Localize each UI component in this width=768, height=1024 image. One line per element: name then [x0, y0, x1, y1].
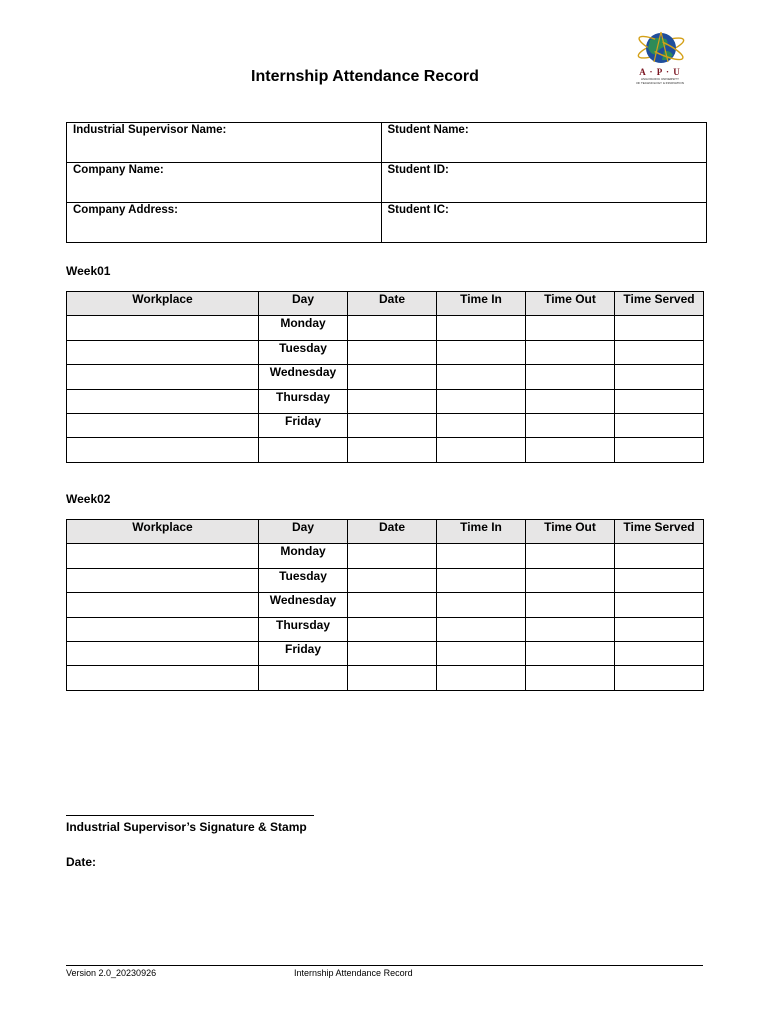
table-row: [67, 641, 704, 665]
time-served-cell[interactable]: [615, 641, 704, 665]
table-header-row: [67, 292, 704, 316]
time-served-cell[interactable]: [615, 340, 704, 364]
time-served-cell[interactable]: [615, 438, 704, 462]
table-header-row: [67, 520, 704, 544]
column-header-day: Day: [259, 520, 348, 544]
time-out-cell[interactable]: [526, 593, 615, 617]
time-in-cell[interactable]: [437, 568, 526, 592]
footer-version: Version 2.0_20230926: [66, 968, 157, 978]
supervisor-name-field[interactable]: Industrial Supervisor Name:: [67, 123, 382, 163]
time-served-cell[interactable]: [615, 568, 704, 592]
workplace-cell[interactable]: [67, 617, 259, 641]
date-cell[interactable]: [348, 568, 437, 592]
time-served-cell[interactable]: [615, 666, 704, 690]
info-table: [66, 122, 707, 243]
week01-attendance-table: [66, 291, 704, 463]
workplace-cell[interactable]: [67, 413, 259, 437]
time-in-cell[interactable]: [437, 365, 526, 389]
table-row: [67, 544, 704, 568]
date-cell[interactable]: [348, 316, 437, 340]
workplace-cell[interactable]: [67, 316, 259, 340]
workplace-cell[interactable]: [67, 389, 259, 413]
page-title: Internship Attendance Record: [251, 68, 479, 85]
workplace-cell[interactable]: [67, 666, 259, 690]
table-row: [67, 617, 704, 641]
workplace-cell[interactable]: [67, 568, 259, 592]
column-header-workplace: Workplace: [67, 292, 259, 316]
time-served-cell[interactable]: [615, 389, 704, 413]
time-in-cell[interactable]: [437, 666, 526, 690]
day-cell: Wednesday: [259, 593, 348, 617]
footer-document-title: Internship Attendance Record: [294, 968, 413, 978]
time-served-cell[interactable]: [615, 544, 704, 568]
day-cell: Monday: [259, 544, 348, 568]
column-header-time-served: Time Served: [615, 520, 704, 544]
column-header-time-in: Time In: [437, 292, 526, 316]
day-cell[interactable]: [259, 438, 348, 462]
university-logo: [628, 30, 692, 88]
workplace-cell[interactable]: [67, 544, 259, 568]
date-cell[interactable]: [348, 365, 437, 389]
date-cell[interactable]: [348, 641, 437, 665]
column-header-date: Date: [348, 292, 437, 316]
date-cell[interactable]: [348, 544, 437, 568]
day-cell: Thursday: [259, 389, 348, 413]
day-cell: Monday: [259, 316, 348, 340]
day-cell: Tuesday: [259, 568, 348, 592]
day-cell: Thursday: [259, 617, 348, 641]
table-row: [67, 666, 704, 690]
week01-label: Week01: [66, 264, 111, 278]
student-name-field[interactable]: Student Name:: [381, 123, 706, 163]
student-id-field[interactable]: Student ID:: [381, 163, 706, 203]
date-cell[interactable]: [348, 617, 437, 641]
day-cell: Friday: [259, 641, 348, 665]
time-out-cell[interactable]: [526, 438, 615, 462]
workplace-cell[interactable]: [67, 340, 259, 364]
table-row: [67, 438, 704, 462]
time-out-cell[interactable]: [526, 568, 615, 592]
date-cell[interactable]: [348, 413, 437, 437]
table-row: [67, 340, 704, 364]
table-row: [67, 568, 704, 592]
week02-attendance-table: [66, 519, 704, 691]
week02-label: Week02: [66, 492, 111, 506]
column-header-time-in: Time In: [437, 520, 526, 544]
time-in-cell[interactable]: [437, 544, 526, 568]
time-served-cell[interactable]: [615, 365, 704, 389]
time-served-cell[interactable]: [615, 316, 704, 340]
logo-subtitle-1: ASIA PACIFIC UNIVERSITY: [641, 77, 679, 81]
date-cell[interactable]: [348, 666, 437, 690]
date-cell[interactable]: [348, 593, 437, 617]
date-cell[interactable]: [348, 340, 437, 364]
date-cell[interactable]: [348, 438, 437, 462]
date-cell[interactable]: [348, 389, 437, 413]
time-in-cell[interactable]: [437, 413, 526, 437]
column-header-workplace: Workplace: [67, 520, 259, 544]
time-in-cell[interactable]: [437, 593, 526, 617]
time-out-cell[interactable]: [526, 365, 615, 389]
signature-line[interactable]: [66, 815, 314, 816]
time-served-cell[interactable]: [615, 593, 704, 617]
time-in-cell[interactable]: [437, 316, 526, 340]
time-out-cell[interactable]: [526, 544, 615, 568]
time-out-cell[interactable]: [526, 389, 615, 413]
day-cell: Wednesday: [259, 365, 348, 389]
time-served-cell[interactable]: [615, 413, 704, 437]
time-in-cell[interactable]: [437, 389, 526, 413]
time-out-cell[interactable]: [526, 340, 615, 364]
workplace-cell[interactable]: [67, 365, 259, 389]
time-served-cell[interactable]: [615, 617, 704, 641]
logo-subtitle-2: OF TECHNOLOGY & INNOVATION: [636, 81, 684, 85]
column-header-date: Date: [348, 520, 437, 544]
table-row: [67, 316, 704, 340]
company-address-field[interactable]: Company Address:: [67, 203, 382, 243]
logo-letters: A · P · U: [639, 67, 681, 77]
date-label: Date:: [66, 855, 97, 869]
time-out-cell[interactable]: [526, 641, 615, 665]
day-cell[interactable]: [259, 666, 348, 690]
column-header-time-out: Time Out: [526, 292, 615, 316]
table-row: [67, 593, 704, 617]
signature-label: Industrial Supervisor’s Signature & Stamp: [66, 820, 307, 834]
student-ic-field[interactable]: Student IC:: [381, 203, 706, 243]
time-in-cell[interactable]: [437, 617, 526, 641]
time-in-cell[interactable]: [437, 438, 526, 462]
column-header-day: Day: [259, 292, 348, 316]
time-out-cell[interactable]: [526, 617, 615, 641]
table-row: [67, 389, 704, 413]
footer-divider: [66, 965, 703, 966]
day-cell: Tuesday: [259, 340, 348, 364]
table-row: [67, 365, 704, 389]
time-out-cell[interactable]: [526, 316, 615, 340]
workplace-cell[interactable]: [67, 438, 259, 462]
table-row: [67, 413, 704, 437]
day-cell: Friday: [259, 413, 348, 437]
workplace-cell[interactable]: [67, 593, 259, 617]
globe-icon: [628, 30, 692, 70]
company-name-field[interactable]: Company Name:: [67, 163, 382, 203]
time-in-cell[interactable]: [437, 340, 526, 364]
time-out-cell[interactable]: [526, 413, 615, 437]
time-in-cell[interactable]: [437, 641, 526, 665]
column-header-time-served: Time Served: [615, 292, 704, 316]
workplace-cell[interactable]: [67, 641, 259, 665]
column-header-time-out: Time Out: [526, 520, 615, 544]
time-out-cell[interactable]: [526, 666, 615, 690]
